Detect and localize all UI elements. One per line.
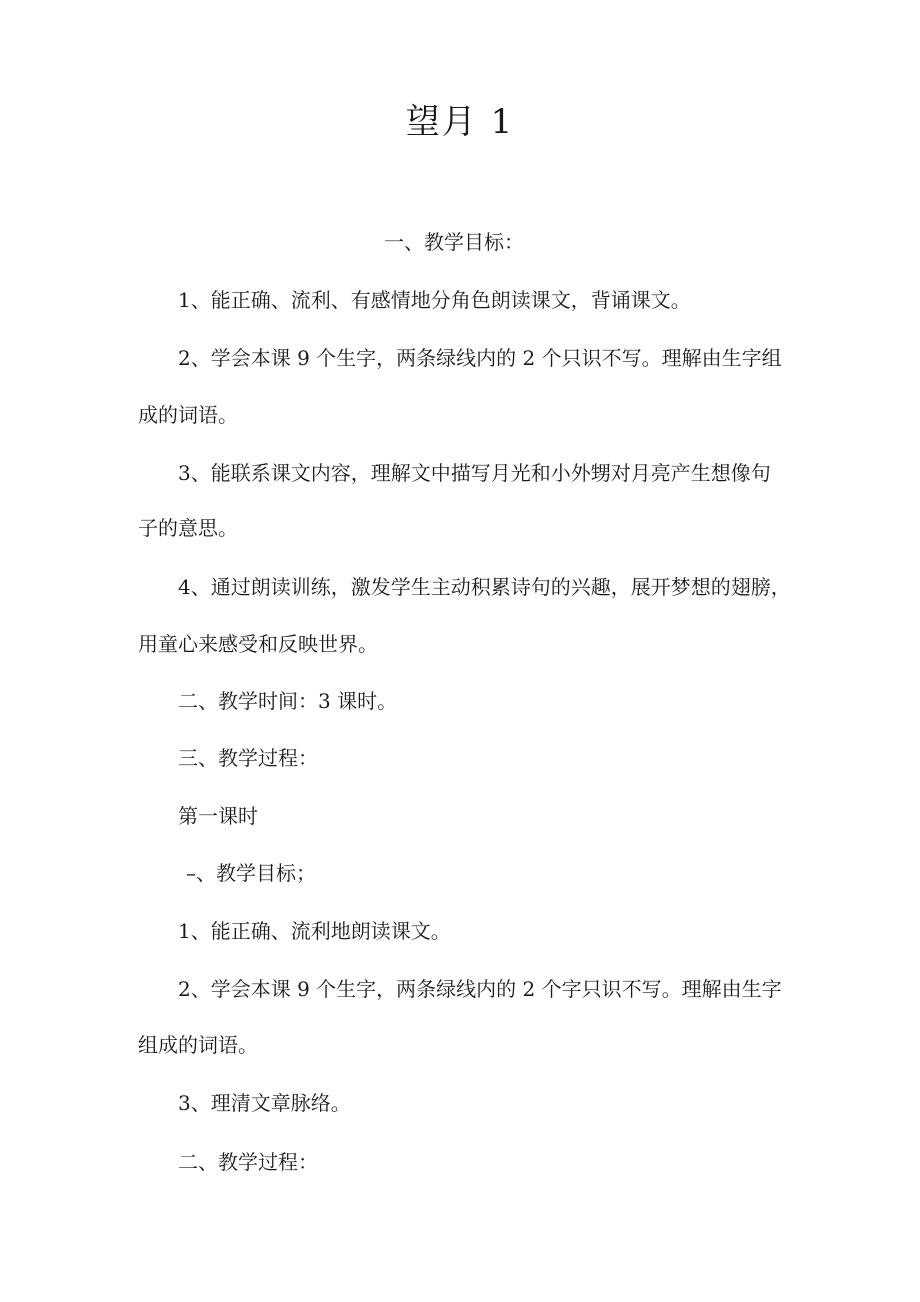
objective-item-2-continued: 成的词语。 xyxy=(138,403,238,427)
lesson-process-heading: 二、教学过程： xyxy=(178,1150,318,1174)
objective-item-1: 1、能正确、流利、有感情地分角色朗读课文，背诵课文。 xyxy=(178,288,691,312)
lesson-objective-item-2-continued: 组成的词语。 xyxy=(138,1033,258,1057)
objective-item-4: 4、通过朗读训练，激发学生主动积累诗句的兴趣，展开梦想的翅膀， xyxy=(178,575,791,599)
lesson-objective-item-1: 1、能正确、流利地朗读课文。 xyxy=(178,919,451,943)
lesson-objective-item-3: 3、理清文章脉络。 xyxy=(178,1091,351,1115)
objective-item-4-continued: 用童心来感受和反映世界。 xyxy=(138,632,378,656)
lesson-objective-item-2: 2、学会本课 9 个生字，两条绿线内的 2 个字只识不写。理解由生字 xyxy=(178,977,782,1001)
section-heading-objectives: 一、教学目标： xyxy=(384,230,524,254)
objective-item-3-continued: 子的意思。 xyxy=(138,516,238,540)
objective-item-2: 2、学会本课 9 个生字，两条绿线内的 2 个只识不写。理解由生字组 xyxy=(178,346,782,370)
section-heading-time: 二、教学时间：3 课时。 xyxy=(178,689,398,713)
lesson-heading-first: 第一课时 xyxy=(178,804,258,828)
objective-item-3: 3、能联系课文内容，理解文中描写月光和小外甥对月亮产生想像句 xyxy=(178,461,771,485)
lesson-objectives-heading: –、教学目标； xyxy=(186,861,316,885)
document-title: 望月 1 xyxy=(405,102,515,142)
section-heading-process: 三、教学过程： xyxy=(178,746,318,770)
